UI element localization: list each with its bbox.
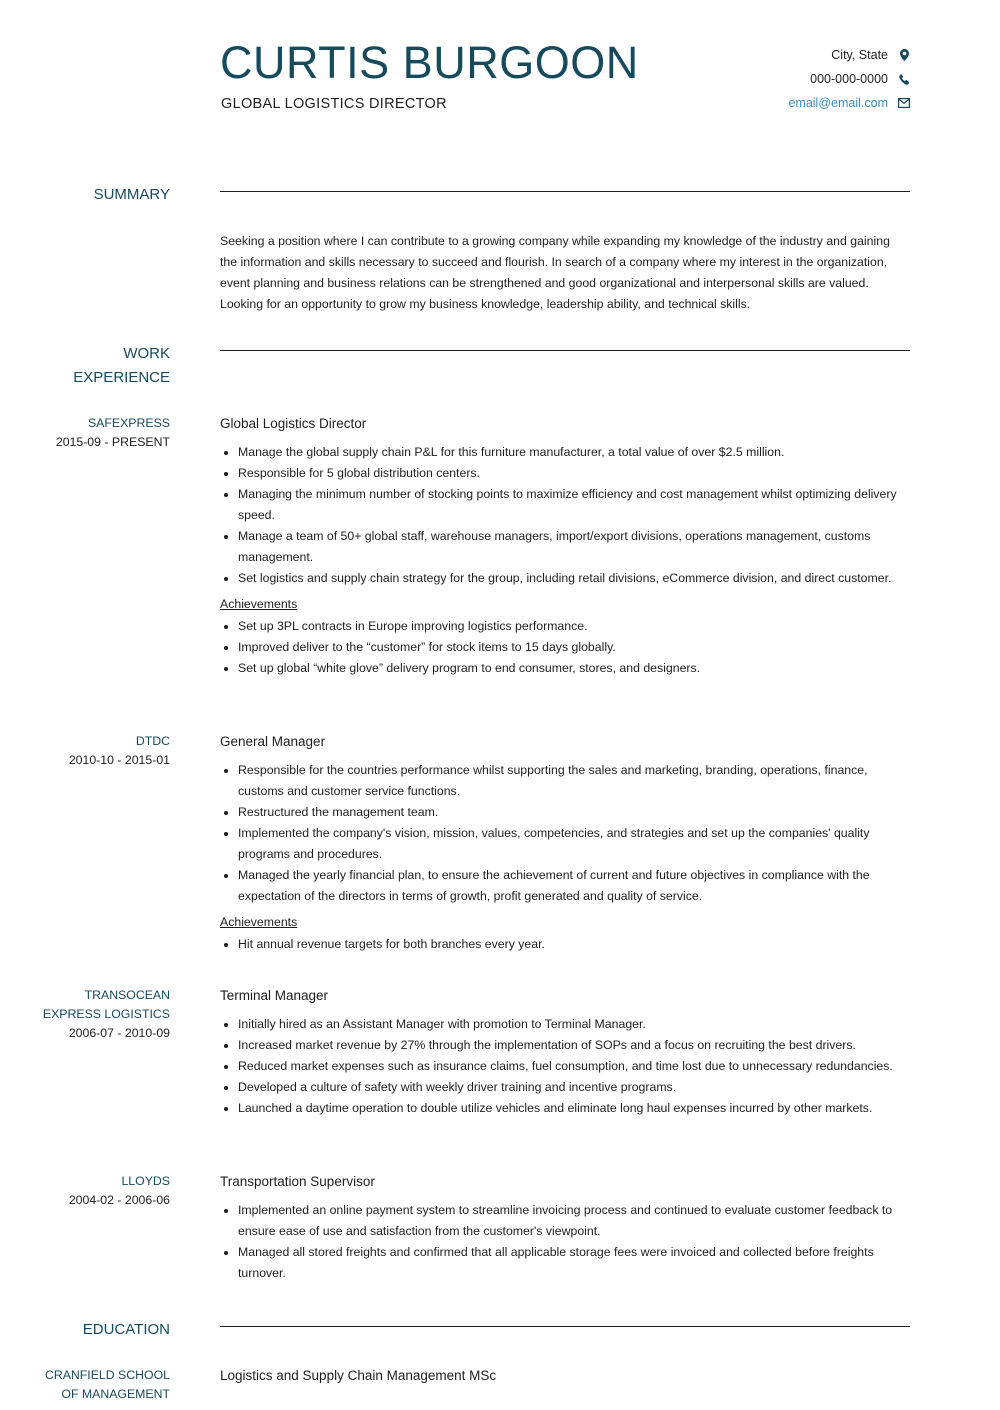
achievement-list — [220, 616, 910, 679]
job-meta — [40, 986, 170, 1043]
company-name: EXPRESS LOGISTICS — [42, 1007, 170, 1021]
list-item: • Implemented the company's vision, mission, values, competencies, and strategies and set up the companies' quality programs and procedures. — [238, 823, 910, 865]
divider — [220, 1326, 910, 1327]
divider — [220, 350, 910, 351]
degree-title: Logistics and Supply Chain Management MSc — [220, 1368, 497, 1383]
list-item: • Managed the yearly financial plan, to ensure the achievement of current and future objectives in compliance with the expectation of the directors in terms of growth, profit generated and quality of service. — [238, 865, 910, 907]
job-meta — [40, 732, 170, 770]
list-item: • Set up 3PL contracts in Europe improving logistics performance. — [238, 616, 910, 637]
section-heading-summary: SUMMARY — [93, 186, 170, 203]
list-item: • Developed a culture of safety with weekly driver training and incentive programs. — [238, 1077, 910, 1098]
job-title: Transportation Supervisor — [220, 1174, 375, 1189]
responsibility-list — [220, 760, 910, 907]
list-item: • Restructured the management team. — [238, 802, 910, 823]
company-name: LLOYDS — [121, 1174, 170, 1188]
education-meta — [40, 1366, 170, 1404]
contact-email[interactable] — [788, 91, 910, 115]
email-link[interactable]: email@email.com — [788, 96, 888, 110]
section-heading-line: WORK — [123, 345, 170, 362]
responsibility-list — [220, 1014, 910, 1119]
job-body — [220, 414, 910, 679]
achievement-list — [220, 934, 910, 955]
list-item: • Responsible for the countries performance whilst supporting the sales and marketing, branding, operations, finance, customs and customer service functions. — [238, 760, 910, 802]
section-heading-education: EDUCATION — [82, 1321, 170, 1338]
list-item: • Implemented an online payment system to streamline invoicing process and continued to evaluate customer feedback to ensure ease of use and satisfaction from the customer's viewpoint. — [238, 1200, 910, 1242]
job-meta — [40, 1172, 170, 1210]
achievements-label: Achievements — [220, 597, 298, 611]
candidate-title: GLOBAL LOGISTICS DIRECTOR — [221, 96, 447, 112]
achievements-label: Achievements — [220, 915, 298, 929]
list-item: • Improved deliver to the “customer” for stock items to 15 days globally. — [238, 637, 910, 658]
list-item: • Hit annual revenue targets for both branches every year. — [238, 934, 910, 955]
school-name: CRANFIELD SCHOOL — [44, 1368, 170, 1382]
list-item: • Launched a daytime operation to double utilize vehicles and eliminate long haul expenses incurred by other markets. — [238, 1098, 910, 1119]
responsibility-list — [220, 1200, 910, 1284]
divider — [220, 191, 910, 192]
list-item: • Reduced market expenses such as insurance claims, fuel consumption, and time lost due to unnecessary redundancies. — [238, 1056, 910, 1077]
job-body — [220, 732, 910, 955]
contact-block — [788, 43, 910, 115]
job-title: Terminal Manager — [220, 988, 329, 1003]
envelope-icon — [898, 96, 910, 110]
list-item: • Managing the minimum number of stocking points to maximize efficiency and cost management whilst optimizing delivery speed. — [238, 484, 910, 526]
phone-icon — [898, 72, 910, 86]
list-item: • Responsible for 5 global distribution centers. — [238, 463, 910, 484]
job-body — [220, 986, 910, 1119]
company-name: SAFEXPRESS — [87, 416, 170, 430]
phone-text: 000-000-0000 — [810, 72, 888, 86]
company-name: TRANSOCEAN — [84, 988, 170, 1002]
candidate-name: CURTIS BURGOON — [220, 37, 639, 88]
location-text: City, State — [831, 48, 888, 62]
school-name: OF MANAGEMENT — [61, 1387, 170, 1401]
contact-phone — [788, 67, 910, 91]
job-dates: 2004-02 - 2006-06 — [68, 1193, 170, 1207]
map-pin-icon — [898, 48, 910, 62]
job-meta — [40, 414, 170, 452]
list-item: • Set up global “white glove” delivery program to end consumer, stores, and designers. — [238, 658, 910, 679]
summary-text: Seeking a position where I can contribute to a growing company while expanding my knowledge of the industry and gaining the information and skills necessary to succeed and flourish. In search of a company where my interest in the organization, event planning and business relations can be strengthened and good organizational and interpersonal skills are valued. Looking for an opportunity to grow my business knowledge, leadership ability, and technical skills. — [220, 234, 890, 311]
job-dates: 2006-07 - 2010-09 — [68, 1026, 170, 1040]
job-title: Global Logistics Director — [220, 416, 367, 431]
job-body — [220, 1172, 910, 1284]
job-dates: 2015-09 - PRESENT — [55, 435, 170, 449]
list-item: • Manage the global supply chain P&L for this furniture manufacturer, a total value of over $2.5 million. — [238, 442, 910, 463]
list-item: • Manage a team of 50+ global staff, warehouse managers, import/export divisions, operations management, customs management. — [238, 526, 910, 568]
list-item: • Managed all stored freights and confirmed that all applicable storage fees were invoiced and collected before freights turnover. — [238, 1242, 910, 1284]
job-title: General Manager — [220, 734, 326, 749]
contact-location — [788, 43, 910, 67]
list-item: • Increased market revenue by 27% through the implementation of SOPs and a focus on recruiting the best drivers. — [238, 1035, 910, 1056]
education-body — [220, 1366, 910, 1394]
responsibility-list — [220, 442, 910, 589]
list-item: • Initially hired as an Assistant Manager with promotion to Terminal Manager. — [238, 1014, 910, 1035]
section-heading-work-experience — [60, 342, 170, 390]
job-dates: 2010-10 - 2015-01 — [68, 753, 170, 767]
section-heading-line: EXPERIENCE — [73, 369, 170, 386]
company-name: DTDC — [135, 734, 170, 748]
list-item: • Set logistics and supply chain strategy for the group, including retail divisions, eCommerce division, and direct customer. — [238, 568, 910, 589]
